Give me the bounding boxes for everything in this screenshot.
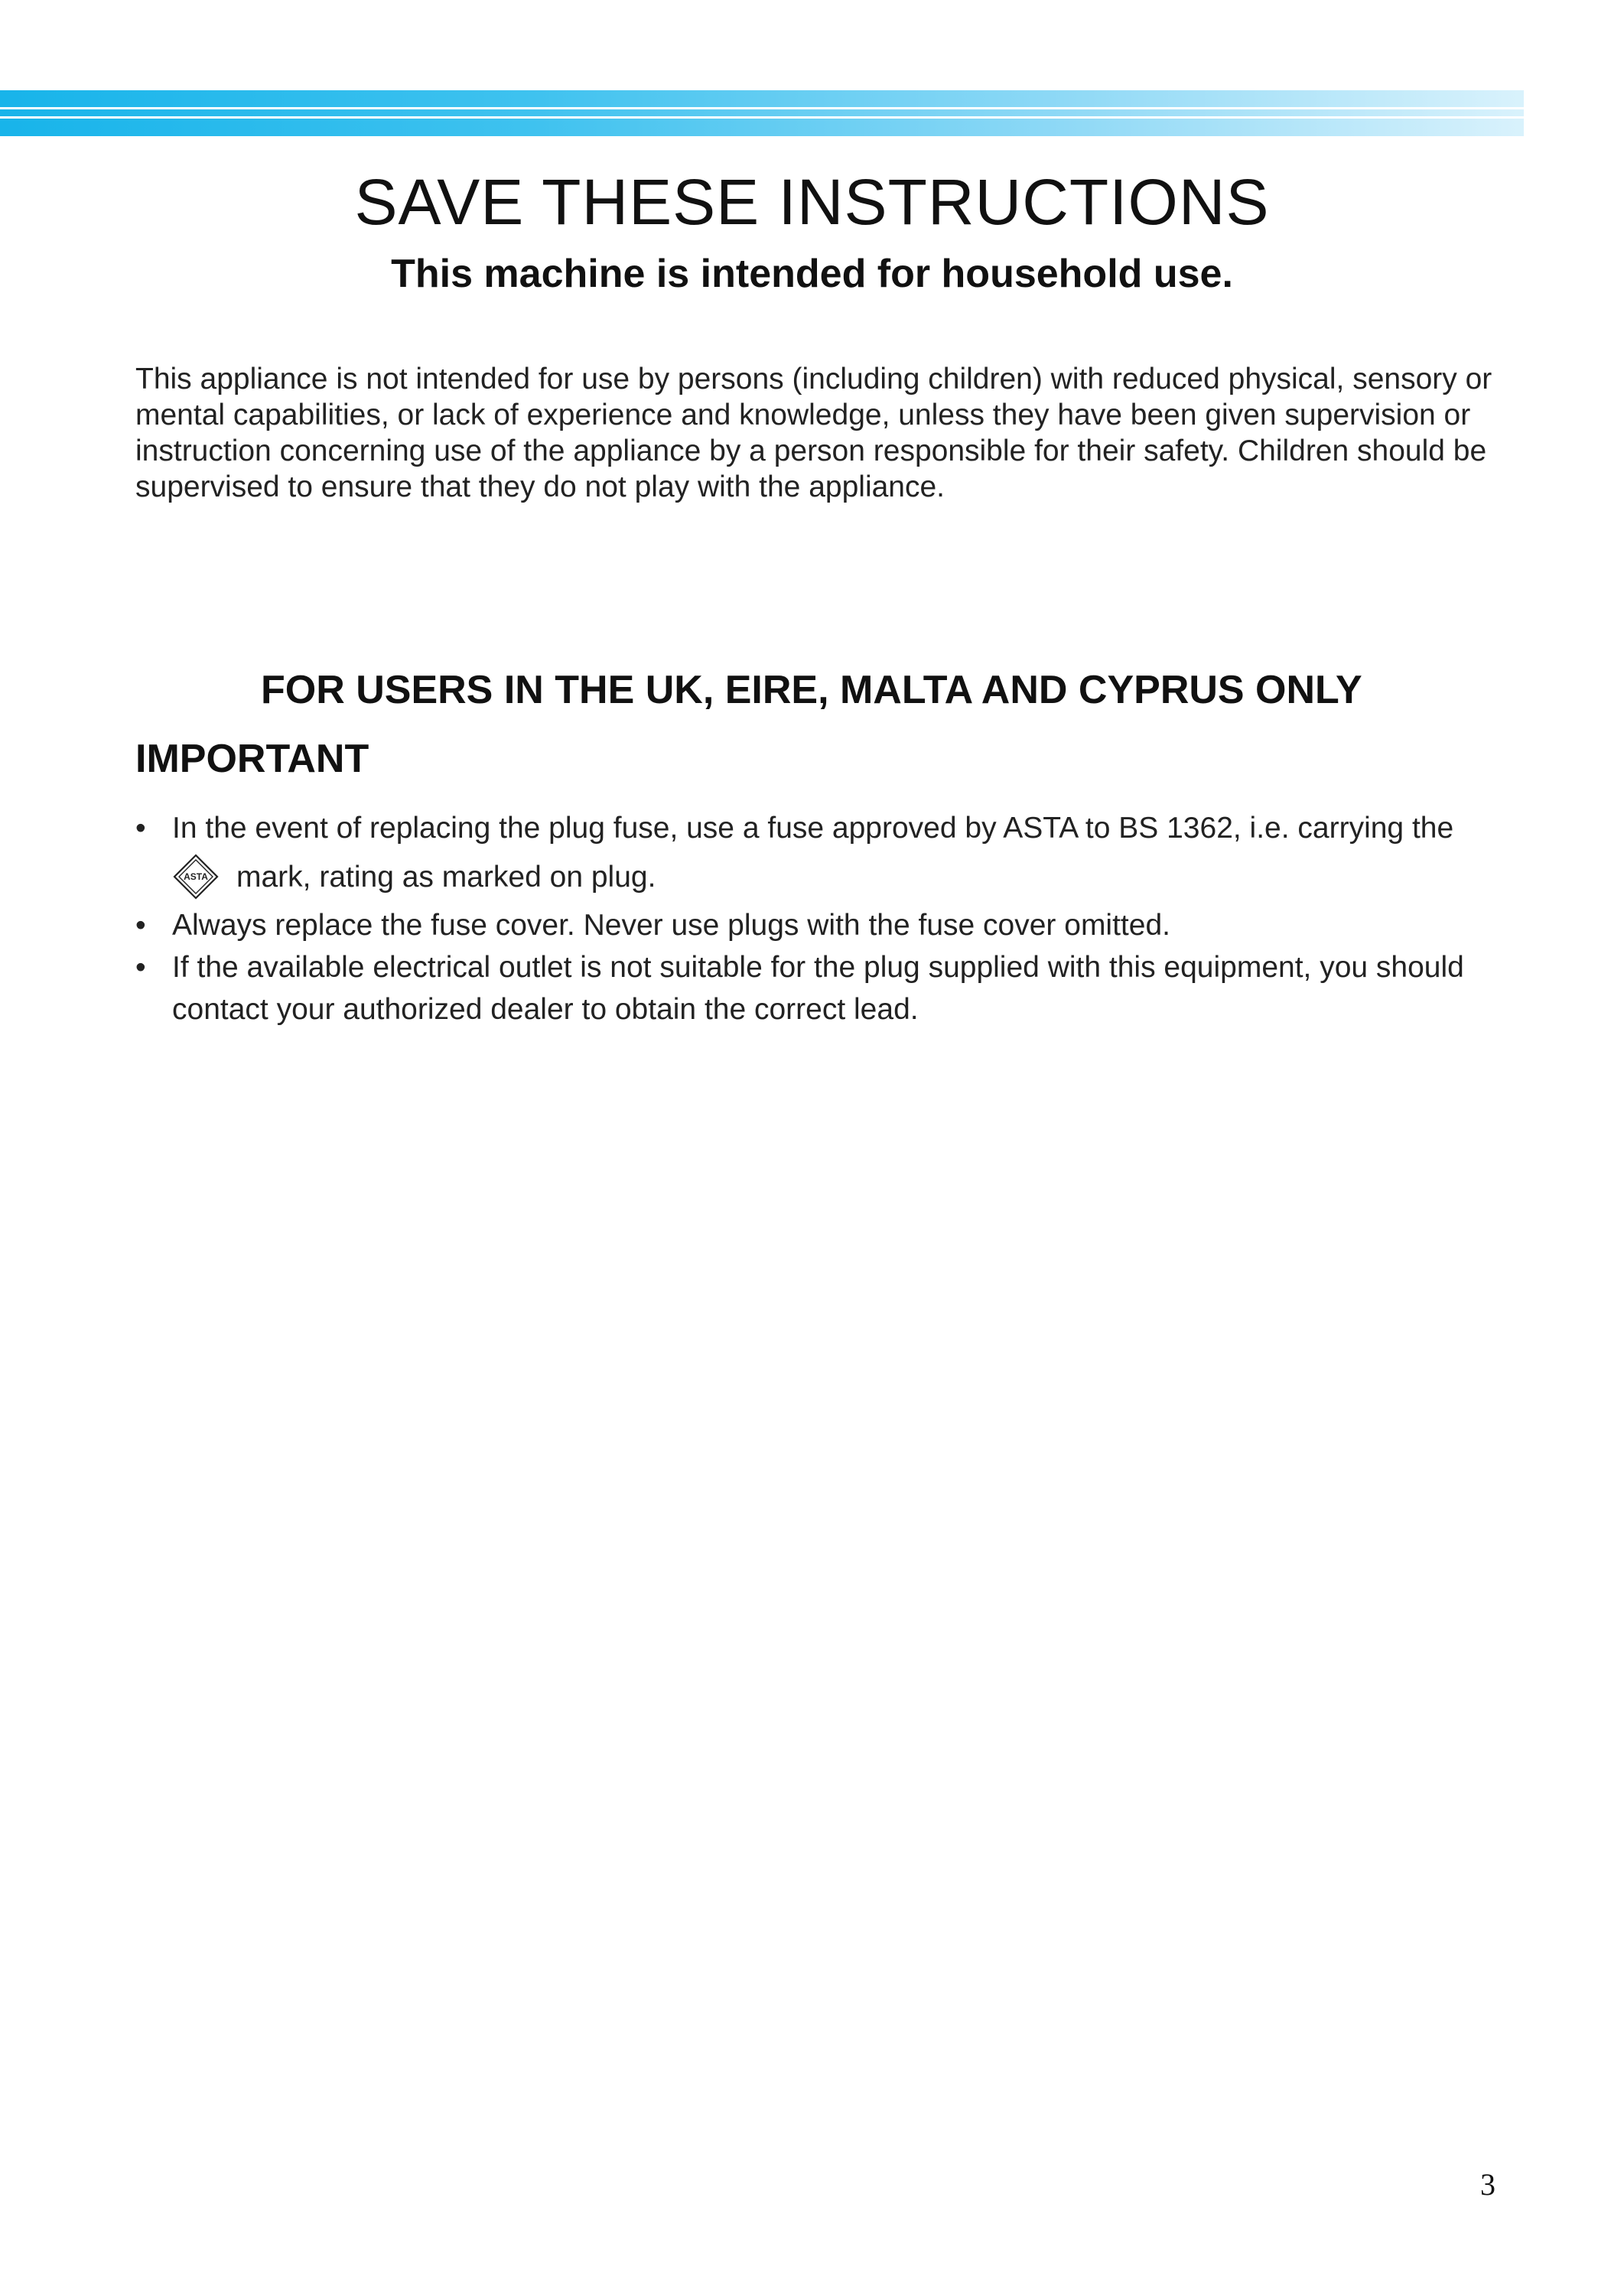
page-subtitle: This machine is intended for household use. xyxy=(391,252,1233,296)
list-item xyxy=(135,904,1512,946)
bullet-icon: • xyxy=(135,951,146,984)
list-item-text: In the event of replacing the plug fuse, use a fuse approved by ASTA to BS 1362, i.e. carrying the xyxy=(172,812,1454,845)
band-divider-line xyxy=(0,107,1524,109)
important-heading: IMPORTANT xyxy=(135,737,369,781)
page-title: SAVE THESE INSTRUCTIONS xyxy=(354,166,1270,238)
asta-mark-icon xyxy=(172,853,220,900)
list-item-text: Always replace the fuse cover. Never use plugs with the fuse cover omitted. xyxy=(172,909,1170,942)
list-item-text: If the available electrical outlet is not suitable for the plug supplied with this equipment, you should contact your authorized dealer to obtain the correct lead. xyxy=(172,951,1464,1026)
intro-paragraph: This appliance is not intended for use by persons (including children) with reduced physical, sensory or mental capabilities, or lack of experience and knowledge, unless they have been given supervision or instruction concerning use of the appliance by a person responsible for their safety. Children should be supervised to ensure that they do not play with the appliance. xyxy=(135,363,1492,503)
uk-users-heading: FOR USERS IN THE UK, EIRE, MALTA AND CYPRUS ONLY xyxy=(261,668,1362,712)
page-number: 3 xyxy=(1480,2167,1495,2202)
asta-mark-line xyxy=(172,849,1512,904)
asta-mark-label: ASTA xyxy=(184,871,208,882)
important-list xyxy=(135,807,1512,1030)
bullet-icon: • xyxy=(135,812,146,845)
list-item xyxy=(135,946,1512,1030)
band-divider-line xyxy=(0,116,1524,119)
header-color-band xyxy=(0,90,1524,136)
bullet-icon: • xyxy=(135,909,146,942)
list-item xyxy=(135,807,1512,904)
list-item-continuation: mark, rating as marked on plug. xyxy=(236,860,656,894)
